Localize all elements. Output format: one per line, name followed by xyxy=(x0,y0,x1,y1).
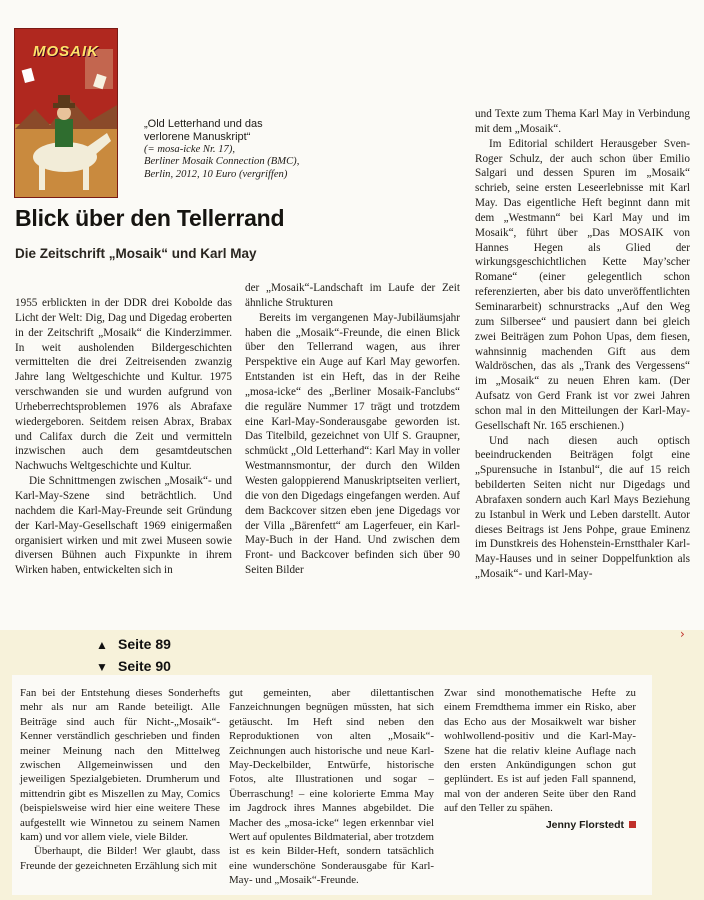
article-column-3 xyxy=(475,107,690,582)
article-column-2 xyxy=(245,281,460,578)
next-page-link[interactable] xyxy=(96,658,171,674)
paragraph: Die Schnittmengen zwischen „Mosaik“- und Karl-May-Szene sind beträchtlich. Und nachdem die Karl-May-Freunde seit Gründung der Karl-May-Gesellschaft 1969 einigermaßen organisiert wirken und mit zwei Museen sowie diversen Bühnen auch Fixpunkte in ihrem Wirken haben, entwickelten sich in xyxy=(15,475,232,577)
paragraph: Überhaupt, die Bilder! Wer glaubt, dass Freunde der gezeichneten Erzählung sich mit xyxy=(20,845,220,872)
triangle-down-icon: ▼ xyxy=(96,660,108,674)
paragraph: Zwar sind monothematische Hefte zu einem Fremdthema immer ein Risko, aber das Echo aus der Mosaikwelt war bisher wohlwollend-positiv und die Karl-May-Szene hat die relativ kleine Auflage nach den ersten Ankündigungen schon gut geplündert. Es ist auf jeden Fall spannend, mal von der anderen Seite über den Rand auf den Teller zu spähen. xyxy=(444,687,636,815)
paragraph: Und nach diesen auch optisch beeindruckenden Beiträgen folgt eine „Spurensuche in Istanbul“, die auf 15 reich bebilderten Seiten nicht nur Digedags und Abrafaxen sondern auch Karl Mays Beziehung zu Istanbul in Werk und Leben darstellt. Autor dieses Beitrags ist Jens Pohpe, graue Eminenz im Dunstkreis des Hohenstein-Ernstthaler Karl-May-Hauses und in seiner Doppelfunktion als „Mosaik“- und Karl-May- xyxy=(475,434,690,581)
paragraph: Im Editorial schildert Herausgeber Sven-Roger Schulz, der auch schon über Emilio Salgari und dessen Spuren im „Mosaik“ schrieb, seine ersten Leseerlebnisse mit Karl May. Das eigentliche Heft beginnt dann mit dem „Westmann“ bei Karl May und im Mosaik“, führt über „Das MOSAIK von Hannes Hegen als Glied der wirkungsgeschichtlichen Kette May’scher Romane“ (einer gelegentlich schon referenzierten, aber bis dato unveröffentlichten Seminararbeit) schnurstracks „Auf den Weg zum Silbersee“ und pausiert dann bei gleich zwei Beiträgen zum Pohon Upas, dem fiesen, wahnsinnig machenden Gift aus dem Waldröschen, das als „Trank des Vergessens“ im „Mosaik“ zu neuen Ehren kam. (Der Aufsatz von Gerd Frank ist vor zwei Jahren schon mal in den Mitteilungen der Karl-May-Gesellschaft Nr. 165 erschienen.) xyxy=(475,137,690,432)
continued-column-1 xyxy=(20,686,220,873)
paragraph: und Texte zum Thema Karl May in Verbindung mit dem „Mosaik“. xyxy=(475,108,690,135)
cover-caption xyxy=(144,118,314,181)
author-byline xyxy=(444,818,636,832)
paragraph: Bereits im vergangenen May-Jubiläumsjahr haben die „Mosaik“-Freunde, die einen Blick über den Tellerrand wagen, aus ihrer Perspektive ein Auge auf Karl May geworfen. Entstanden ist ein Heft, das in der Reihe „mosa-icke“ des „Berliner Mosaik-Fanclubs“ die reguläre Nummer 17 trägt und trotzdem eine Karl-May-Sonderausgabe geworden ist. Das Titelbild, gezeichnet von Ulf S. Graupner, schmückt „Old Letterhand“: Karl May in voller Westmannsmontur, der durch den Wilden Westen galoppierend Manuskriptseiten verliert, die von den Digedags eingefangen werden. Auf dem Backcover sitzen eben jene Digedags vor der Villa „Bärenfett“ am Lagerfeuer, ein Karl-May-Buch in der Hand. Und zwischen dem Front- und Backcover befinden sich über 90 Seiten Bilder xyxy=(245,311,460,577)
prev-page-label: Seite 89 xyxy=(118,636,171,652)
cover-logo: MOSAIK xyxy=(33,43,99,60)
continued-column-3 xyxy=(444,686,636,832)
next-page-label: Seite 90 xyxy=(118,658,171,674)
caption-meta-line2: Berliner Mosaik Connection (BMC), xyxy=(144,156,300,168)
caption-title-line2: verlorene Manuskript“ xyxy=(144,131,251,143)
paragraph: der „Mosaik“-Landschaft im Laufe der Zeit ähnliche Strukturen xyxy=(245,282,460,309)
caption-title-line1: „Old Letterhand und das xyxy=(144,118,263,130)
paragraph: gut gemeinten, aber dilettantischen Fanzeichnungen begnügen müssten, hat sich getäuscht. Im Heft sind neben den Reproduktionen von alten „Mosaik“-Zeichnungen auch historische und neue Karl-May-Deckelbilder, Entwürfe, historische Fotos, alte Illustrationen und sogar – Überraschung! – eine kolorierte Emma May im Jagdrock ihres Mannes abgebildet. Die Macher des „mosa-icke“ legen erkennbar viel Wert auf opulentes Bildmaterial, aber trotzdem ist es kein Bilder-Heft, sondern tatsächlich eine wunderschöne Sonderausgabe für Karl-May- und „Mosaik“-Freunde. xyxy=(229,687,434,887)
caption-meta-line1: (= mosa-icke Nr. 17), xyxy=(144,144,235,155)
prev-page-link[interactable] xyxy=(96,636,171,652)
paragraph: Fan bei der Entstehung dieses Sonderhefts mehr als nur am Rande beteiligt. Alle Beiträge sind auch für Nicht-„Mosaik“-Kenner verständlich geschrieben und finden meiner Meinung nach den Mittelweg zwischen Allgemeinwissen und den jeweiligen Spezialgebieten. Drumherum und mittendrin gibt es Miszellen zu May, Comics (beispielsweise wird hier eine weitere These aufgestellt wie Winnetou zu seinem Namen kam) und vor allem viele, viele Bilder. xyxy=(20,687,220,844)
author-name: Jenny Florstedt xyxy=(545,818,624,831)
caption-meta-line3: Berlin, 2012, 10 Euro (vergriffen) xyxy=(144,168,288,180)
triangle-up-icon: ▲ xyxy=(96,638,108,652)
mosaik-cover-image xyxy=(14,28,118,198)
continued-column-2 xyxy=(229,686,434,888)
article-headline: Blick über den Tellerrand xyxy=(15,205,285,231)
article-subheadline: Die Zeitschrift „Mosaik“ und Karl May xyxy=(15,246,257,261)
end-square-icon xyxy=(629,821,636,828)
paragraph: 1955 erblickten in der DDR drei Kobolde das Licht der Welt: Dig, Dag und Digedag eroberten in der Zeitschrift „Mosaik“ die Kinderzimmer. In weit ausholenden Bildergeschichten vermittelten die drei Zeitreisenden zwanzig Jahre lang Weltgeschichte und Kultur. 1975 verschwanden sie und wurden aufgrund von Urheberrechtsproblemen 1976 als Abrafaxe wiedergeboren. Seitdem reisen Abrax, Brabax und Califax durch die Zeit und vermitteln inzwischen auch dem gesamtdeutschen Nachwuchs Weltgeschichte und Kultur. xyxy=(15,297,232,473)
continue-arrow-icon: › xyxy=(680,627,685,641)
article-column-1 xyxy=(15,296,232,578)
